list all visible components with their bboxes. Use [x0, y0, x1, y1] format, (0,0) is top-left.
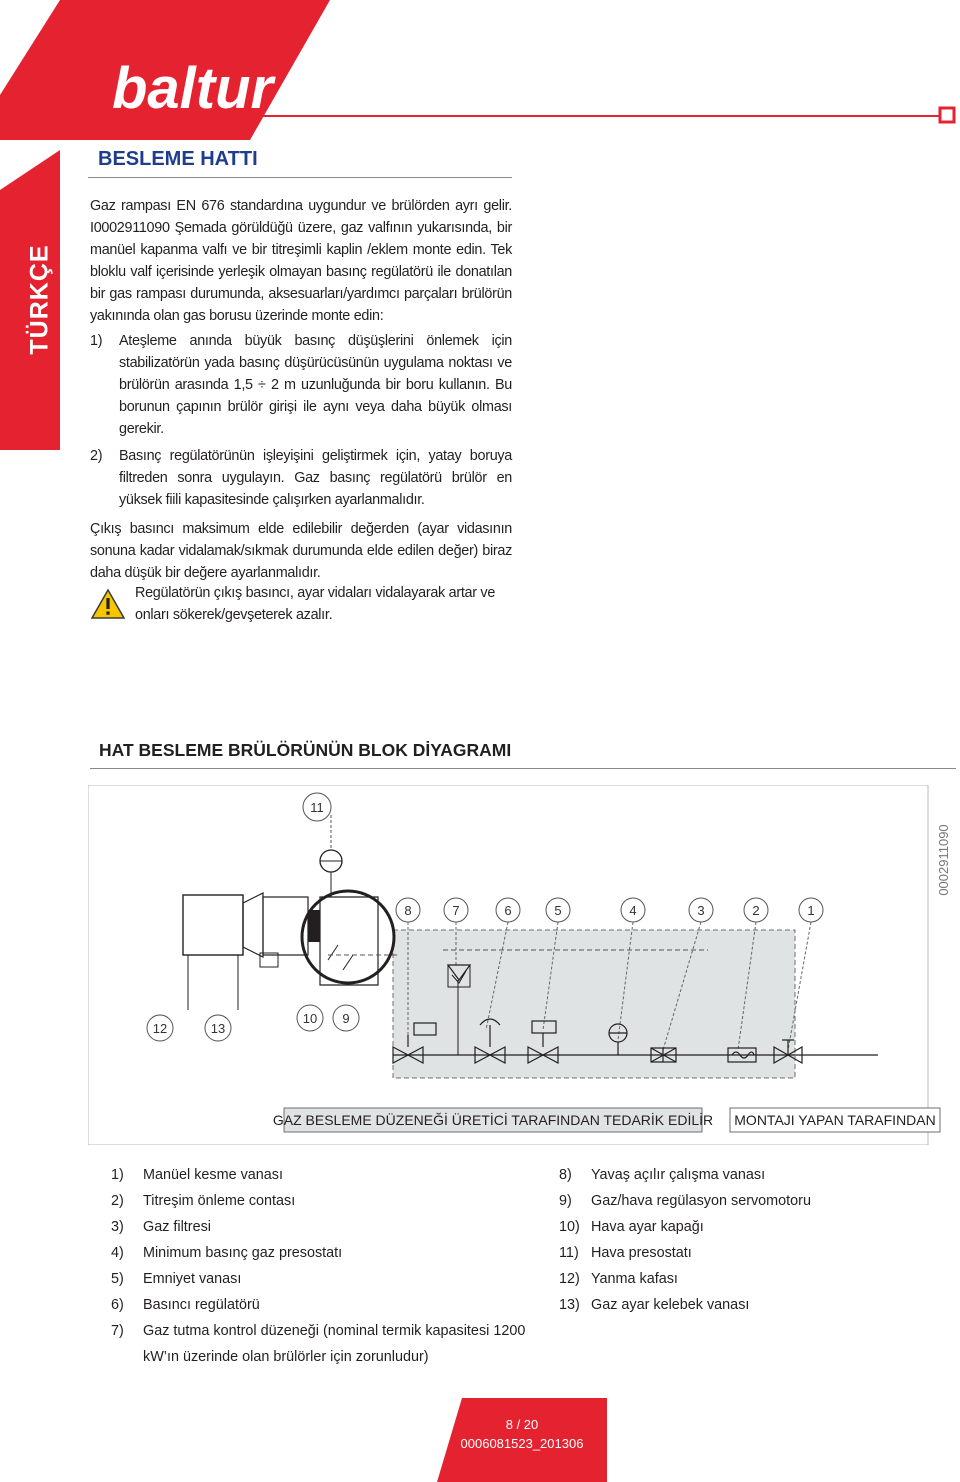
- svg-text:1: 1: [807, 903, 815, 918]
- svg-text:9: 9: [342, 1011, 350, 1026]
- legend-item: 2) Titreşim önleme contası: [111, 1193, 296, 1209]
- svg-text:6: 6: [504, 903, 512, 918]
- warning-note: Regülatörün çıkış basıncı, ayar vidaları vidalayarak artar ve onları sökerek/gevşeterek azalır.: [90, 582, 530, 632]
- svg-text:2: 2: [752, 903, 760, 918]
- legend-item: 6) Basıncı regülatörü: [111, 1297, 260, 1313]
- legend-item: 4) Minimum basınç gaz presostatı: [111, 1245, 343, 1261]
- svg-text:7: 7: [452, 903, 460, 918]
- diagram-title-divider: [90, 768, 956, 769]
- header-rule-end-icon: [940, 108, 954, 122]
- svg-text:10: 10: [302, 1011, 318, 1026]
- header-graphic: [0, 0, 960, 140]
- legend-item: 5) Emniyet vanası: [111, 1271, 242, 1287]
- footer: [437, 1415, 607, 1453]
- section-title: BESLEME HATTI: [98, 148, 258, 170]
- callouts-top: [396, 898, 823, 922]
- svg-text:MONTAJI YAPAN TARAFINDAN: MONTAJI YAPAN TARAFINDAN: [734, 1112, 936, 1128]
- page-number: 8 / 20: [505, 1417, 539, 1432]
- warning-triangle-icon: [90, 588, 126, 620]
- legend-item: 8) Yavaş açılır çalışma vanası: [559, 1167, 766, 1183]
- legend-item: 13) Gaz ayar kelebek vanası: [559, 1297, 750, 1313]
- legend-item: 7) Gaz tutma kontrol düzeneği (nominal termik kapasitesi 1200: [111, 1323, 526, 1339]
- brand-logo: baltur: [112, 56, 274, 121]
- legend-item-continuation: kW’ın üzerinde olan brülörler için zorunludur): [143, 1349, 429, 1365]
- intro-paragraph: Gaz rampası EN 676 standardına uygundur ve brülörden ayrı gelir. I0002911090 Şemada görüldüğü üzere, gaz valfının yukarısında, bir manüel kapanma valfı ve bir titreşimli kaplin /eklem monte edin. Tek bloklu valf içerisinde yerleşik olmayan basınç regülatörü ile donatılan bir gas rampası durumunda, aksesuarları/yardımcı parçaları brülörün yakınında olan gas borusu üzerinde monte edin:: [90, 198, 512, 324]
- diagram-code: 0002911090: [936, 824, 951, 896]
- outlet-pressure-note: Çıkış basıncı maksimum elde edilebilir değerden (ayar vidasının sonuna kadar vidalamak/sıkmak durumunda elde edilen değer) biraz daha düşük bir değere ayarlanmalıdır.: [90, 521, 512, 581]
- svg-text:12: 12: [152, 1021, 168, 1036]
- legend-item: 1) Manüel kesme vanası: [111, 1167, 283, 1183]
- legend-item: 12) Yanma kafası: [559, 1271, 678, 1287]
- legend-item: 11) Hava presostatı: [559, 1245, 692, 1261]
- legend-item: 9) Gaz/hava regülasyon servomotoru: [559, 1193, 811, 1209]
- svg-text:11: 11: [310, 800, 324, 815]
- svg-text:GAZ BESLEME DÜZENEĞİ ÜRETİCİ T: GAZ BESLEME DÜZENEĞİ ÜRETİCİ TARAFINDAN TEDARİK EDİLİR: [272, 1112, 714, 1128]
- svg-text:13: 13: [210, 1021, 226, 1036]
- legend-item: 10) Hava ayar kapağı: [559, 1219, 704, 1235]
- legend-item: 3) Gaz filtresi: [111, 1219, 211, 1235]
- block-diagram: [88, 785, 958, 1145]
- callouts-bottom: [147, 1005, 359, 1041]
- title-divider: [88, 177, 512, 178]
- document-code: 0006081523_201306: [460, 1436, 584, 1451]
- svg-text:5: 5: [554, 903, 562, 918]
- svg-text:4: 4: [629, 903, 637, 918]
- legend-right: [559, 1162, 939, 1318]
- burner-motor: [183, 895, 243, 955]
- legend-left: [111, 1162, 541, 1370]
- svg-text:3: 3: [697, 903, 705, 918]
- svg-text:8: 8: [404, 903, 412, 918]
- diagram-title: HAT BESLEME BRÜLÖRÜNÜN BLOK DİYAGRAMI: [99, 740, 512, 760]
- side-tab-label: TÜRKÇE: [25, 244, 54, 355]
